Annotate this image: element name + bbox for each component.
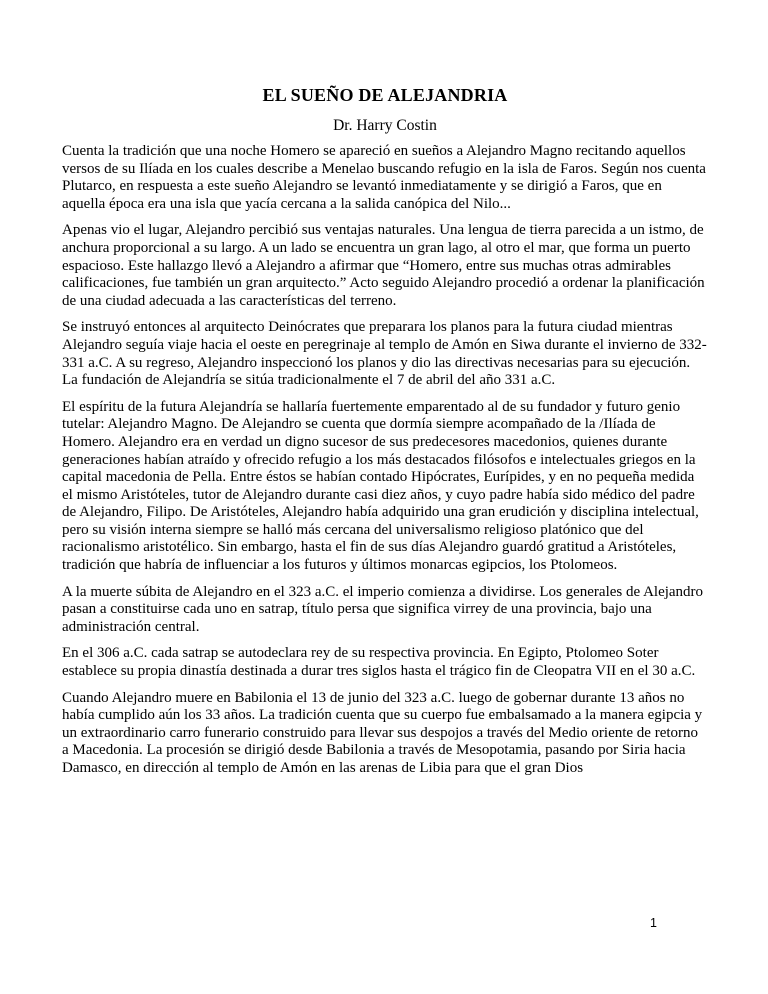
page-number: 1 <box>650 916 657 930</box>
paragraph: Cuenta la tradición que una noche Homero se apareció en sueños a Alejandro Magno recitando aquellos versos de su Ilíada en los cuales describe a Menelao buscando refugio en la isla de Faros. Según nos cuenta Plutarco, en respuesta a este sueño Alejandro se levantó inmediatamente y se dirigió a Faros, que en aquella época era una isla que yacía cercana a la salida canópica del Nilo... <box>62 143 706 212</box>
paragraph: El espíritu de la futura Alejandría se hallaría fuertemente emparentado al de su fundador y futuro genio tutelar: Alejandro Magno. De Alejandro se cuenta que dormía siempre acompañado de la /Ilíada de Homero. Alejandro era en verdad un digno sucesor de sus predecesores macedonios, quienes durante generaciones habían atraído y ofrecido refugio a los más destacados filósofos e intelectuales griegos en la capital macedonia de Pella. Entre éstos se habían contado Hipócrates, Eurípides, y en no pequeña medida el mismo Aristóteles, tutor de Alejandro durante casi diez años, y cuyo padre había sido médico del padre de Alejandro, Filipo. De Aristóteles, Alejandro había adquirido una gran erudición y disciplina intelectual, pero su visión interna siempre se halló más cercana del universalismo religioso platónico que del racionalismo aristotélico. Sin embargo, hasta el fin de sus días Alejandro guardó gratitud a Aristóteles, tradición que habría de influenciar a los futuros y últimos monarcas egipcios, los Ptolomeos. <box>62 398 699 574</box>
paragraph: En el 306 a.C. cada satrap se autodeclara rey de su respectiva provincia. En Egipto, Ptolomeo Soter establece su propia dinastía destinada a durar tres siglos hasta el trágico fin de Cleopatra VII en el 30 a.C. <box>62 645 696 680</box>
document-author: Dr. Harry Costin <box>333 117 437 134</box>
document-title: EL SUEÑO DE ALEJANDRIA <box>262 85 508 105</box>
paragraph: A la muerte súbita de Alejandro en el 323 a.C. el imperio comienza a dividirse. Los generales de Alejandro pasan a constituirse cada uno en satrap, título persa que significa virrey de una provincia, bajo una administración central. <box>62 583 704 635</box>
paragraph: Cuando Alejandro muere en Babilonia el 13 de junio del 323 a.C. luego de gobernar durante 13 años no había cumplido aún los 33 años. La tradición cuenta que su cuerpo fue embalsamado a la manera egipcia y un extraordinario carro funerario construido para llevar sus despojos a través del Medio oriente de retorno a Macedonia. La procesión se dirigió desde Babilonia a través de Mesopotamia, pasando por Siria hacia Damasco, en dirección al templo de Amón en las arenas de Libia para que el gran Dios <box>62 689 703 776</box>
paragraph: Apenas vio el lugar, Alejandro percibió sus ventajas naturales. Una lengua de tierra parecida a un istmo, de anchura proporcional a su largo. A un lado se encuentra un gran lago, al otro el mar, que forma un puerto espacioso. Este hallazgo llevó a Alejandro a afirmar que “Homero, entre sus muchas otras admirables calificaciones, fue también un gran arquitecto.” Acto seguido Alejandro procedió a ordenar la planificación de una ciudad adecuada a las características del terreno. <box>62 222 705 309</box>
document-body <box>62 143 708 778</box>
document-content <box>62 0 708 787</box>
paragraph: Se instruyó entonces al arquitecto Deinócrates que preparara los planos para la futura ciudad mientras Alejandro seguía viaje hacia el oeste en peregrinaje al templo de Amón en Siwa durante el invierno de 332-331 a.C. A su regreso, Alejandro inspeccionó los planos y dio las directivas necesarias para su ejecución. La fundación de Alejandría se sitúa tradicionalmente el 7 de abril del año 331 a.C. <box>62 319 707 389</box>
